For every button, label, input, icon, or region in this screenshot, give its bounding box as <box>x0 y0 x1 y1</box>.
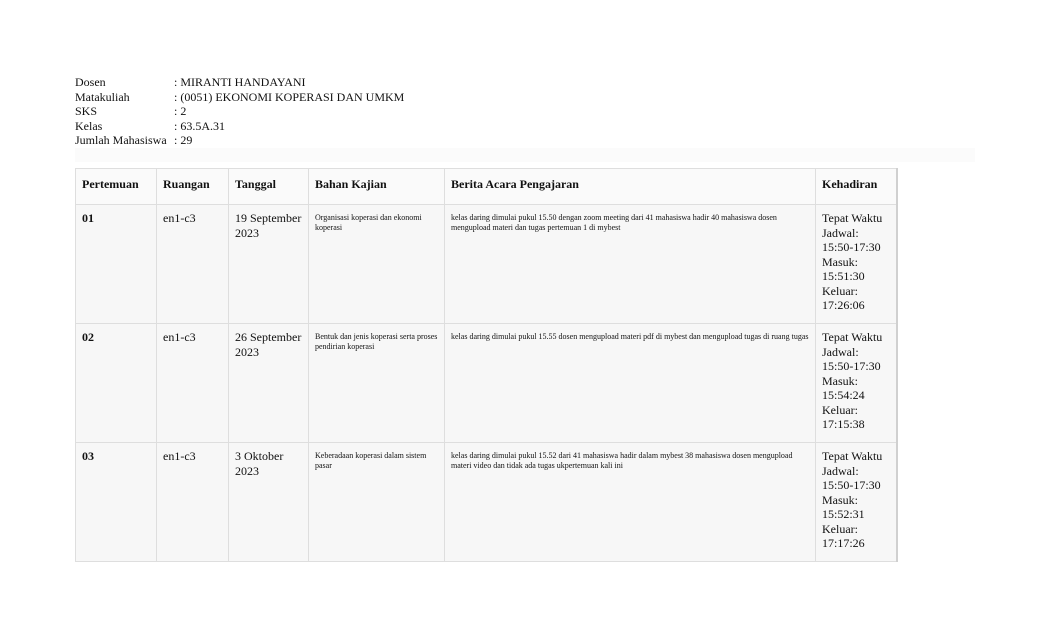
info-label: Dosen <box>75 75 106 89</box>
attendance-status: Tepat Waktu <box>822 449 883 463</box>
course-info <box>75 75 404 148</box>
cell-kehadiran <box>816 443 897 562</box>
attendance-in: Masuk: 15:51:30 <box>822 254 865 283</box>
attendance-out: Keluar: 17:17:26 <box>822 521 865 550</box>
cell-tanggal: 19 September 2023 <box>229 205 309 324</box>
info-value: : (0051) EKONOMI KOPERASI DAN UMKM <box>174 89 405 104</box>
table-header-row <box>76 169 897 205</box>
header-tanggal: Tanggal <box>229 169 309 205</box>
attendance-table <box>75 168 898 562</box>
info-value: : 29 <box>174 133 193 148</box>
header-kehadiran: Kehadiran <box>816 169 897 205</box>
separator-band <box>75 148 975 162</box>
info-value: : MIRANTI HANDAYANI <box>174 75 306 89</box>
info-value: : 63.5A.31 <box>174 118 225 133</box>
attendance-status: Tepat Waktu <box>822 211 883 225</box>
cell-pertemuan: 02 <box>76 324 157 443</box>
cell-ruangan: en1-c3 <box>157 205 229 324</box>
attendance-out: Keluar: 17:26:06 <box>822 283 865 312</box>
header-bahan-kajian: Bahan Kajian <box>309 169 445 205</box>
attendance-schedule: Jadwal: 15:50-17:30 <box>822 463 881 492</box>
attendance-out: Keluar: 17:15:38 <box>822 402 865 431</box>
attendance-status: Tepat Waktu <box>822 330 883 344</box>
info-label: SKS <box>75 104 98 119</box>
info-label: Jumlah Mahasiswa <box>75 133 167 148</box>
cell-berita-acara: kelas daring dimulai pukul 15.52 dari 41 mahasiswa hadir dalam mybest 38 mahasiswa dosen mengupload materi video dan tidak ada tugas ukpertemuan kali ini <box>445 443 816 562</box>
attendance-in: Masuk: 15:52:31 <box>822 492 865 521</box>
attendance-schedule: Jadwal: 15:50-17:30 <box>822 344 881 373</box>
cell-bahan-kajian: Keberadaan koperasi dalam sistem pasar <box>309 443 445 562</box>
info-label: Matakuliah <box>75 89 130 104</box>
table-row <box>76 443 897 562</box>
cell-ruangan: en1-c3 <box>157 443 229 562</box>
cell-kehadiran <box>816 324 897 443</box>
info-row-kelas <box>75 119 404 134</box>
attendance-in: Masuk: 15:54:24 <box>822 373 865 402</box>
cell-tanggal: 26 September 2023 <box>229 324 309 443</box>
info-value: : 2 <box>174 104 187 119</box>
cell-berita-acara: kelas daring dimulai pukul 15.55 dosen mengupload materi pdf di mybest dan mengupload tugas di ruang tugas <box>445 324 816 443</box>
cell-pertemuan: 03 <box>76 443 157 562</box>
table-row <box>76 324 897 443</box>
cell-bahan-kajian: Bentuk dan jenis koperasi serta proses pendirian koperasi <box>309 324 445 443</box>
header-pertemuan: Pertemuan <box>76 169 157 205</box>
info-row-sks <box>75 104 404 119</box>
header-berita-acara: Berita Acara Pengajaran <box>445 169 816 205</box>
cell-kehadiran <box>816 205 897 324</box>
cell-pertemuan: 01 <box>76 205 157 324</box>
table-row <box>76 205 897 324</box>
attendance-schedule: Jadwal: 15:50-17:30 <box>822 225 881 254</box>
cell-bahan-kajian: Organisasi koperasi dan ekonomi koperasi <box>309 205 445 324</box>
cell-tanggal: 3 Oktober 2023 <box>229 443 309 562</box>
header-ruangan: Ruangan <box>157 169 229 205</box>
info-row-jumlah <box>75 133 404 148</box>
cell-berita-acara: kelas daring dimulai pukul 15.50 dengan zoom meeting dari 41 mahasiswa hadir 40 mahasiswa dosen mengupload materi dan tugas pertemuan 1 di mybest <box>445 205 816 324</box>
cell-ruangan: en1-c3 <box>157 324 229 443</box>
info-row-dosen <box>75 75 404 90</box>
info-row-matakuliah <box>75 90 404 105</box>
info-label: Kelas <box>75 118 103 133</box>
